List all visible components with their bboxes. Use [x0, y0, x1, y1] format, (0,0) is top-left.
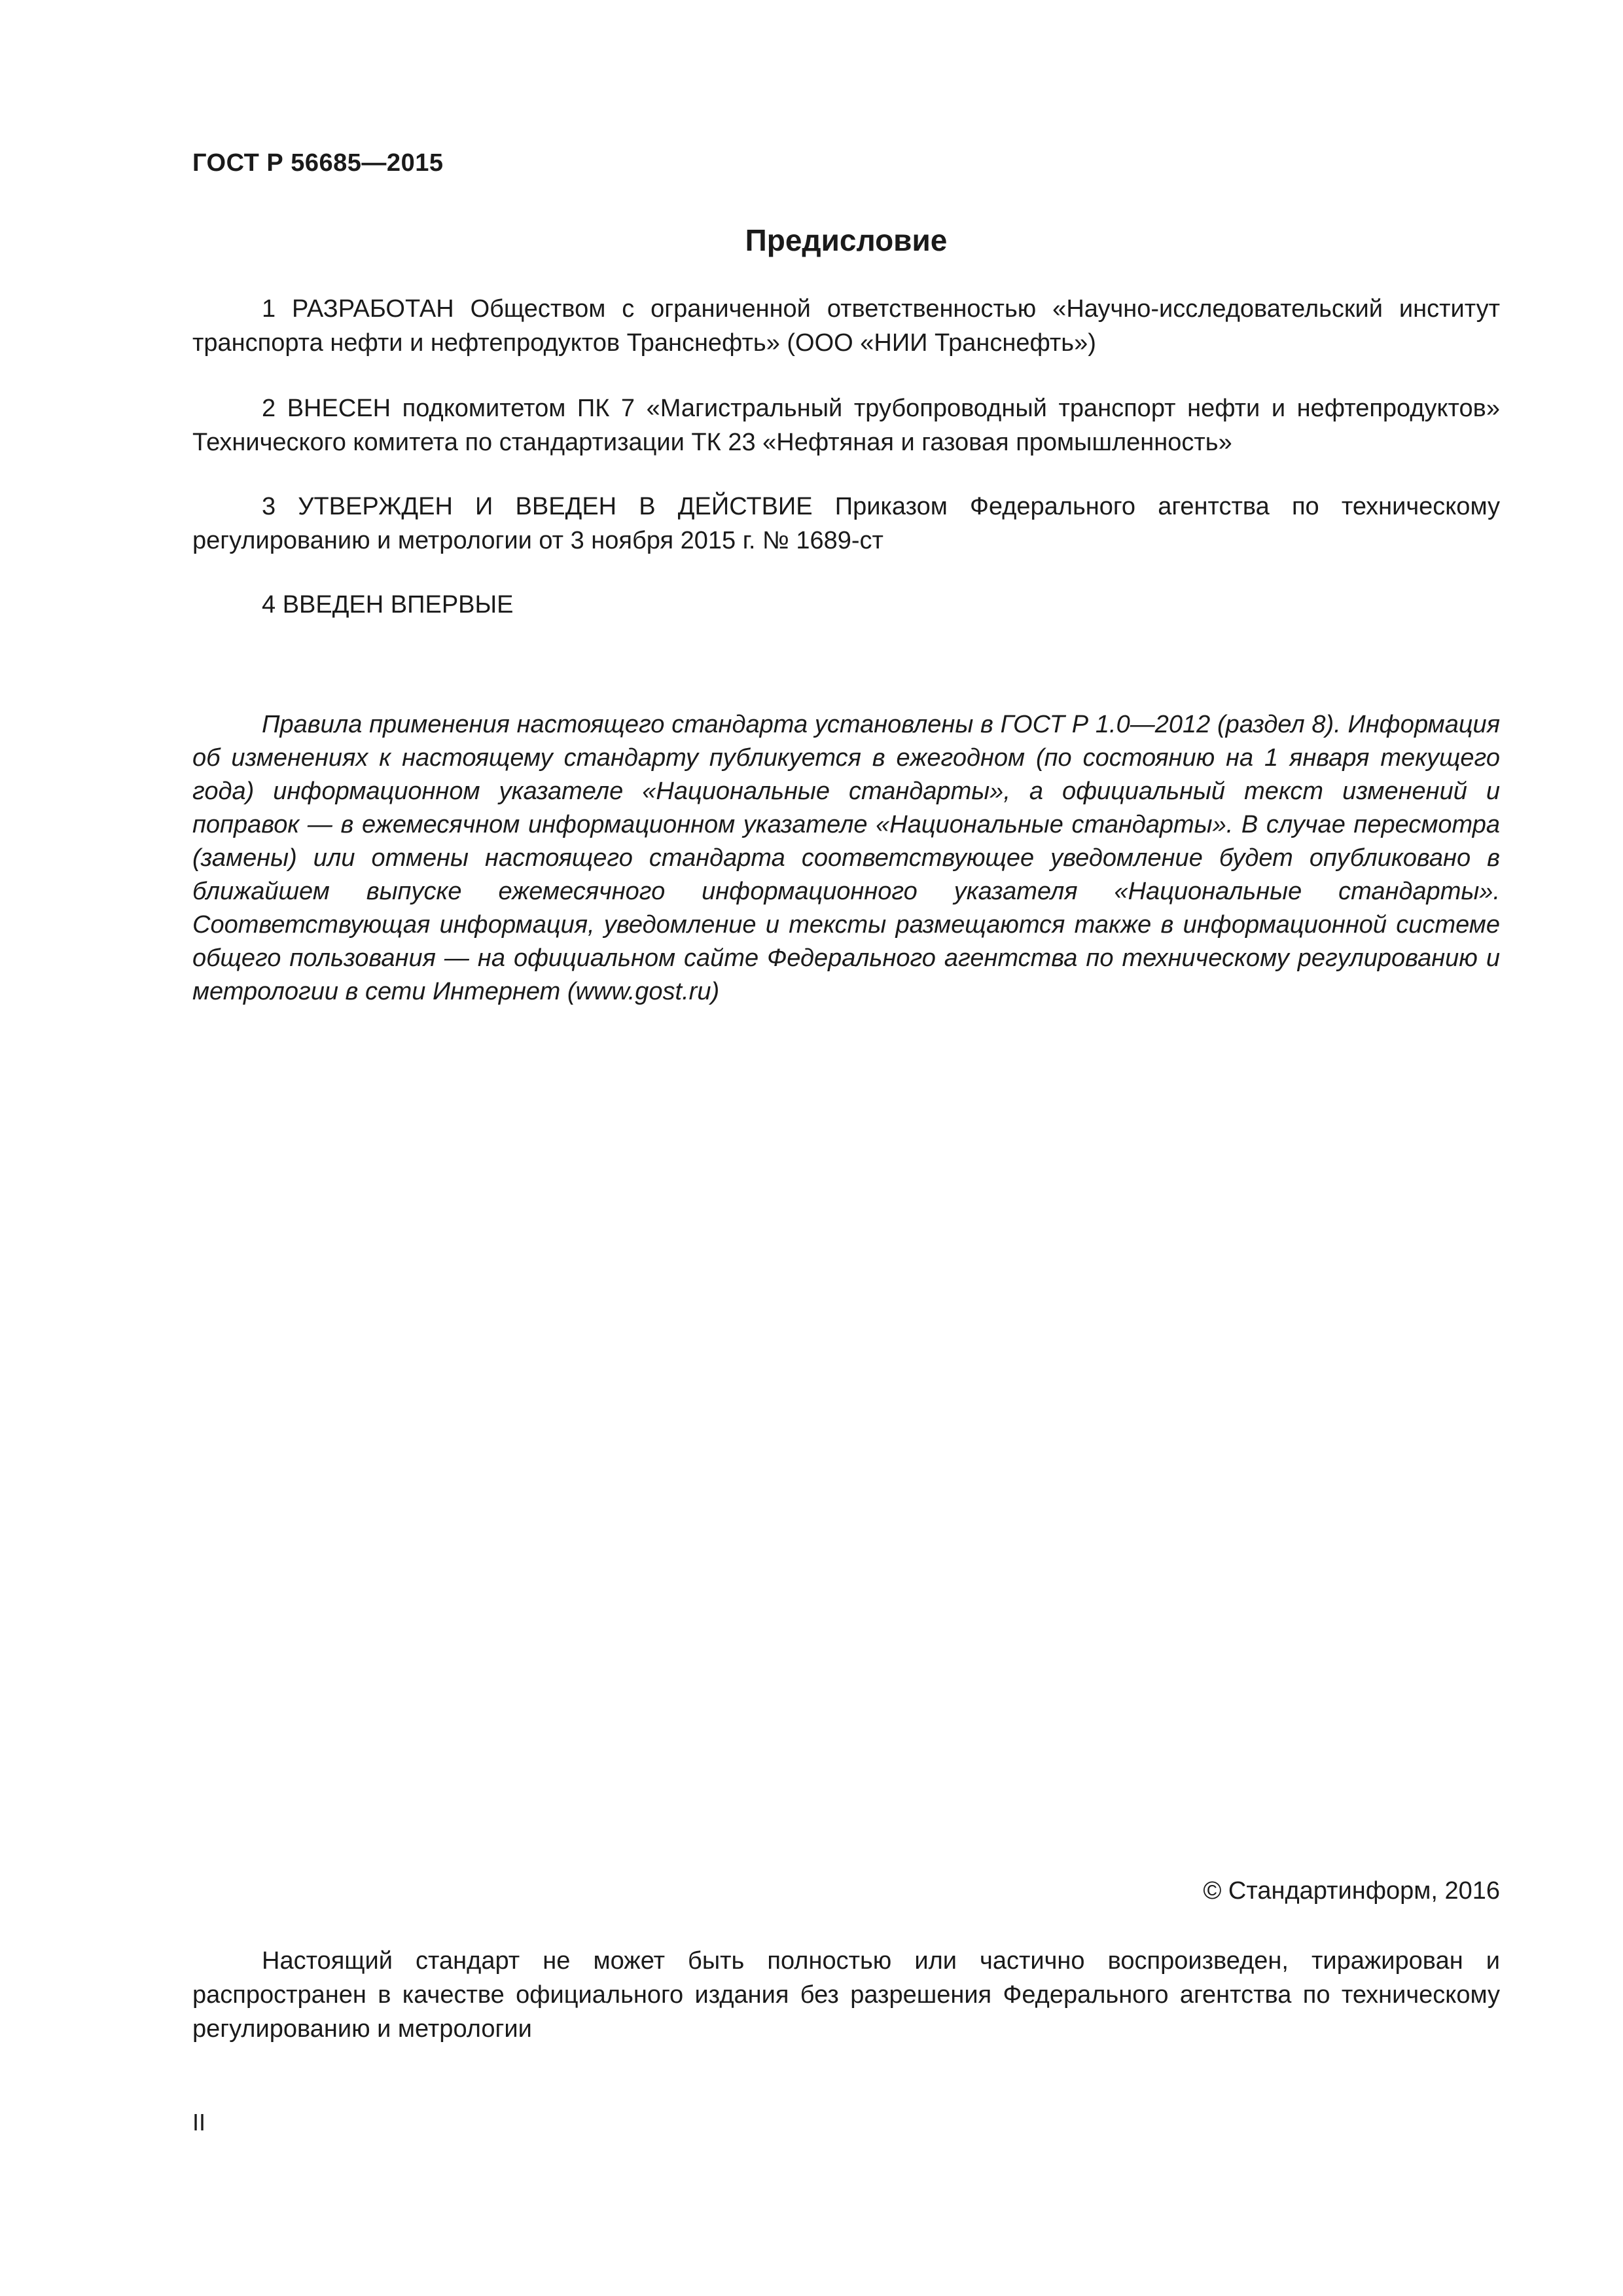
foreword-item-1-text: 1 РАЗРАБОТАН Обществом с ограниченной ответственностью «Научно-исследовательский институт транспорта нефти и нефтепродуктов Транснефть» (ООО «НИИ Транснефть») [192, 295, 1500, 357]
document-code: ГОСТ Р 56685—2015 [192, 149, 444, 177]
foreword-item-4 [192, 588, 1500, 622]
page-number: II [192, 2109, 206, 2136]
copyright-notice: © Стандартинформ, 2016 [1203, 1877, 1500, 1905]
application-rules-note [192, 708, 1500, 1009]
reproduction-notice [192, 1944, 1500, 2046]
reproduction-notice-text: Настоящий стандарт не может быть полностью или частично воспроизведен, тиражирован и распространен в качестве официального издания без разрешения Федерального агентства по техническому регулированию и метрологии [192, 1947, 1500, 2043]
foreword-item-4-text: 4 ВВЕДЕН ВПЕРВЫЕ [262, 591, 514, 619]
page-title: Предисловие [745, 223, 948, 257]
foreword-item-3-text: 3 УТВЕРЖДЕН И ВВЕДЕН В ДЕЙСТВИЕ Приказом Федерального агентства по техническому регулированию и метрологии от 3 ноября 2015 г. № 1689-ст [192, 493, 1500, 554]
foreword-item-2 [192, 391, 1500, 459]
foreword-item-3 [192, 490, 1500, 558]
foreword-item-2-text: 2 ВНЕСЕН подкомитетом ПК 7 «Магистральный трубопроводный транспорт нефти и нефтепродуктов» Технического комитета по стандартизации ТК 23 «Нефтяная и газовая промышленность» [192, 395, 1500, 456]
application-rules-note-text: Правила применения настоящего стандарта установлены в ГОСТ Р 1.0—2012 (раздел 8). Информация об изменениях к настоящему стандарту публикуется в ежегодном (по состоянию на 1 января текущего года) информационном указателе «Национальные стандарты», а официальный текст изменений и поправок — в ежемесячном информационном указателе «Национальные стандарты». В случае пересмотра (замены) или отмены настоящего стандарта соответствующее уведомление будет опубликовано в ближайшем выпуске ежемесячного информационного указателя «Национальные стандарты». Соответствующая информация, уведомление и тексты размещаются также в информационной системе общего пользования — на официальном сайте Федерального агентства по техническому регулированию и метрологии в сети Интернет (www.gost.ru) [192, 711, 1500, 1005]
foreword-item-1 [192, 292, 1500, 360]
